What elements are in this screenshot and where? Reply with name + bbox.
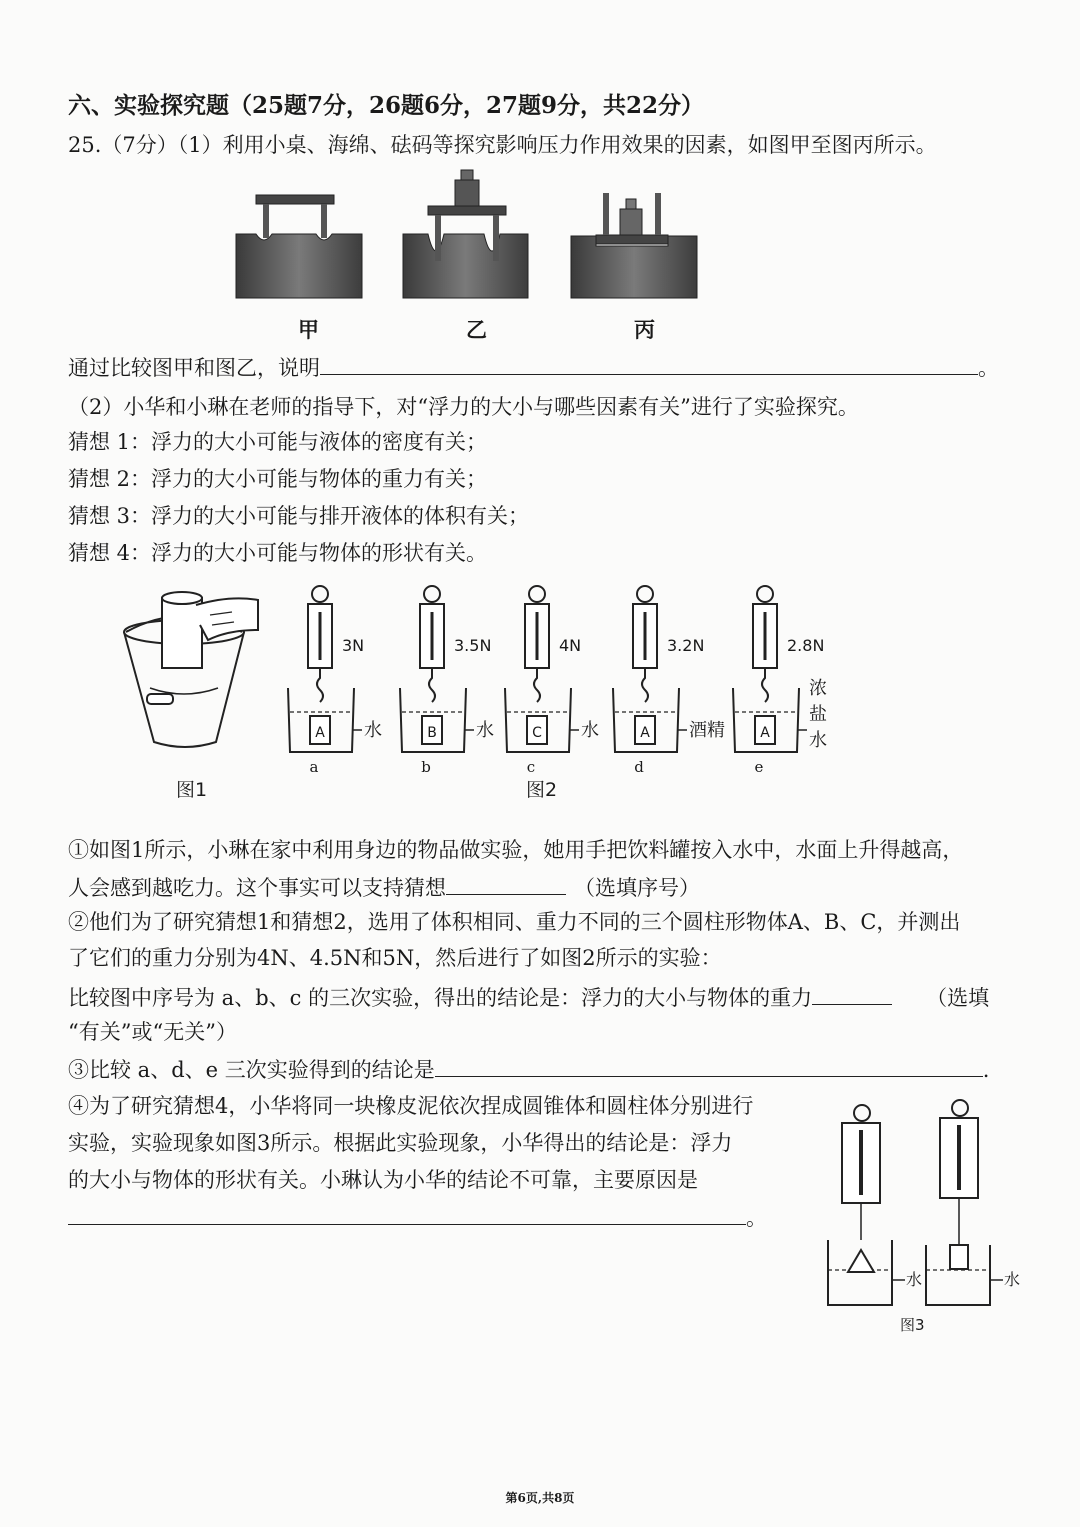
q25-intro: 25.（7分）（1）利用小桌、海绵、砝码等探究影响压力作用效果的因素，如图甲至图丙所示。 xyxy=(68,133,937,157)
item1-hint: （选填序号） xyxy=(574,876,700,900)
item1-text: 人会感到越吃力。这个事实可以支持猜想 xyxy=(68,876,446,900)
scale-hook-ring xyxy=(312,586,328,602)
scale-reading: 4N xyxy=(559,636,582,655)
object-label: C xyxy=(532,725,542,741)
fig2-setup-c xyxy=(505,586,582,752)
item2-hint: （选填 xyxy=(926,986,990,1010)
item2-line2: 了它们的重力分别为4N、4.5N和5N，然后进行了如图2所示的实验： xyxy=(68,946,722,970)
scale-reading: 3.2N xyxy=(667,636,705,655)
fig-label-bing: 丙 xyxy=(634,318,655,342)
scale-hook-ring xyxy=(637,586,653,602)
scale-reading: 3.5N xyxy=(454,636,492,655)
guess-3: 猜想 3：浮力的大小可能与排开液体的体积有关； xyxy=(68,504,530,528)
item1-line1: ①如图1所示，小琳在家中利用身边的物品做实验，她用手把饮料罐按入水中，水面上升得越高， xyxy=(68,838,964,862)
scale-hook-ring xyxy=(529,586,545,602)
liquid-label: 水 xyxy=(581,720,599,741)
guess-4: 猜想 4：浮力的大小可能与物体的形状有关。 xyxy=(68,541,488,565)
item2-line1: ②他们为了研究猜想1和猜想2，选用了体积相同、重力不同的三个圆柱形物体A、B、C，并测出 xyxy=(68,910,961,934)
object-label: A xyxy=(640,725,650,741)
object-label: B xyxy=(427,725,437,741)
page-footer: 第6页,共8页 xyxy=(505,1491,575,1505)
fig3-liquid-label-1: 水 xyxy=(906,1270,923,1289)
scale-hook-ring xyxy=(757,586,773,602)
fig-label-yi: 乙 xyxy=(466,318,487,342)
scale-hook xyxy=(762,668,768,702)
scale-reading: 2.8N xyxy=(787,636,825,655)
liquid-label: 酒精 xyxy=(689,720,725,741)
item2-text: 比较图中序号为 a、b、c 的三次实验，得出的结论是：浮力的大小与物体的重力 xyxy=(68,986,813,1010)
scale-hook xyxy=(317,668,323,702)
sub-label: b xyxy=(421,758,431,776)
scale-hook xyxy=(429,668,435,702)
fig2-caption: 图2 xyxy=(526,779,558,801)
item3-end: . xyxy=(982,1058,990,1082)
item4-line1: ④为了研究猜想4，小华将同一块橡皮泥依次捏成圆锥体和圆柱体分别进行 xyxy=(68,1094,754,1118)
scale-hook xyxy=(642,668,648,702)
item4-line2: 实验，实验现象如图3所示。根据此实验现象，小华得出的结论是：浮力 xyxy=(68,1131,733,1155)
item4-end: 。 xyxy=(746,1206,767,1230)
guess-1: 猜想 1：浮力的大小可能与液体的密度有关； xyxy=(68,430,488,454)
item3-text: ③比较 a、d、e 三次实验得到的结论是 xyxy=(68,1058,435,1082)
fig3-caption: 图3 xyxy=(900,1316,925,1334)
object-label: A xyxy=(315,725,325,741)
guess-2: 猜想 2：浮力的大小可能与物体的重力有关； xyxy=(68,467,488,491)
fig-label-jia: 甲 xyxy=(298,318,319,342)
fig2-setup-d xyxy=(613,586,687,752)
liquid-label: 水 xyxy=(364,720,382,741)
liquid-label: 盐 xyxy=(809,704,827,725)
sub-label: c xyxy=(526,758,536,776)
sub-label: e xyxy=(754,758,764,776)
fig2-setup-b xyxy=(400,586,474,752)
object-label: A xyxy=(760,725,770,741)
end-mark: 。 xyxy=(978,356,999,380)
fig3-liquid-label-2: 水 xyxy=(1004,1270,1021,1289)
liquid-label: 水 xyxy=(809,730,827,751)
compare-text: 通过比较图甲和图乙，说明 xyxy=(68,356,320,380)
liquid-label: 浓 xyxy=(809,678,827,699)
item4-line3: 的大小与物体的形状有关。小琳认为小华的结论不可靠，主要原因是 xyxy=(68,1168,698,1192)
part2-intro: （2）小华和小琳在老师的指导下，对“浮力的大小与哪些因素有关”进行了实验探究。 xyxy=(68,395,859,419)
sub-label: d xyxy=(634,758,644,776)
scale-hook-ring xyxy=(424,586,440,602)
section-title: 六、实验探究题（25题7分，26题6分，27题9分，共22分） xyxy=(68,92,705,119)
fig2-setup-e xyxy=(733,586,807,752)
scale-reading: 3N xyxy=(342,636,365,655)
sub-label: a xyxy=(309,758,319,776)
fig2-setup-a xyxy=(288,586,365,752)
item2-line4: “有关”或“无关”） xyxy=(68,1020,237,1044)
fig1-caption: 图1 xyxy=(176,779,208,801)
scale-hook xyxy=(534,668,540,702)
liquid-label: 水 xyxy=(476,720,494,741)
